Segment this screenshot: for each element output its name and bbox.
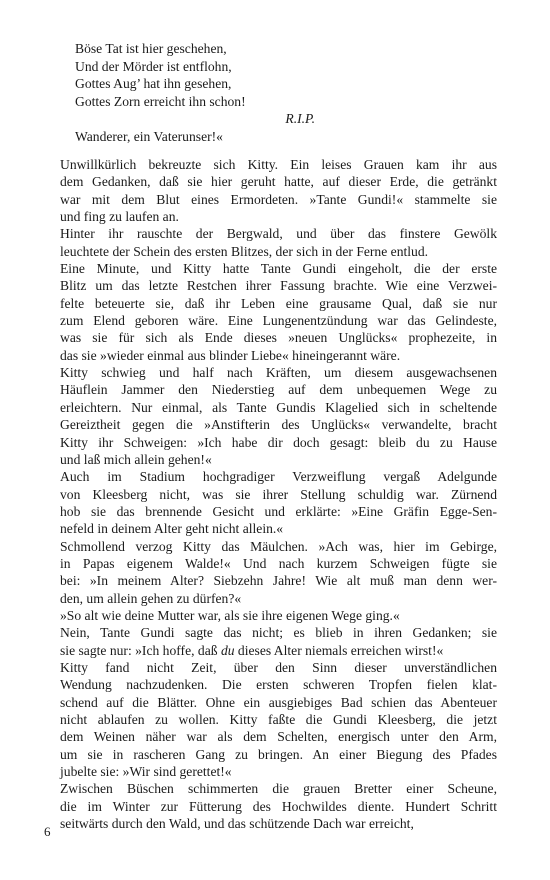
text-line: die im Winter zur Fütterung des Hochwildes diente. Hundert Schritt (60, 798, 497, 814)
text-line: seitwärts durch den Wald, und das schützende Dach war erreicht, (60, 816, 414, 832)
text-line: dem Weinen näher war als dem Schelten, energisch unter den Arm, (60, 729, 497, 745)
text-line: Eine Minute, und Kitty hatte Tante Gundi eingeholt, die der erste (60, 261, 497, 277)
text-line: um sie in rascheren Gang zu bringen. An einer Biegung des Pfades (60, 746, 497, 762)
poem-line: Gottes Aug’ hat ihn gesehen, (75, 76, 232, 92)
paragraph (44, 156, 497, 225)
poem-closing-line: Wanderer, ein Vaterunser!« (75, 128, 223, 144)
text-line: Gereiztheit gegen die »Anstifterin des Unglücks« verwandelte, bracht (60, 417, 497, 433)
text-line: dem Gedanken, daß sie hier geruht hatte, auf dieser Erde, die getränkt (60, 174, 497, 190)
text-line: Hinter ihr rauschte der Bergwald, und über das finstere Gewölk (60, 226, 497, 242)
text-line: »So alt wie deine Mutter war, als sie ihre eigenen Wege ging.« (60, 607, 400, 623)
text-line: nefeld in deinem Alter geht nicht allein.« (60, 521, 284, 537)
text-line: Häuflein Jammer den Niederstieg auf dem unbequemen Wege zu (60, 382, 497, 398)
text-line: was sie für sich als Ende dieses »neuen Unglücks« prophezeite, in (60, 330, 497, 346)
grave-inscription-poem (75, 40, 315, 146)
text-line: Nein, Tante Gundi sagte das nicht; es blieb in ihren Gedanken; sie (60, 625, 497, 641)
paragraph (44, 260, 497, 364)
emphasis: du (220, 642, 235, 658)
page-number: 6 (44, 824, 51, 839)
text-line: hob sie das brennende Gesicht und erklärte: »Eine Gräfin Egge-Sen- (60, 503, 497, 519)
text-line: jubelte sie: »Wir sind gerettet!« (60, 764, 232, 780)
text-line: felte beteuerte sie, daß ihr Leben eine grausame Qual, daß sie nur (60, 295, 497, 311)
paragraph (44, 225, 497, 260)
book-page (44, 0, 497, 880)
text-line: Kitty ihr Schweigen: »Ich habe dir doch gesagt: bleib du zu Hause (60, 434, 497, 450)
poem-rip: R.I.P. (285, 111, 315, 127)
text-line: zum Elend geboren wäre. Eine Lungenentzündung war das Gelindeste, (60, 313, 497, 329)
text-line: Unwillkürlich bekreuzte sich Kitty. Ein leises Grauen kam ihr aus (60, 157, 497, 172)
text-line: sie sagte nur: »Ich hoffe, daß du dieses Alter niemals erreichen wirst!« (60, 642, 444, 658)
text-line: Schmollend verzog Kitty das Mäulchen. »Ach was, hier im Gebirge, (60, 538, 497, 554)
text-line: Kitty fand nicht Zeit, über den Sinn dieser unverständlichen (60, 659, 497, 675)
text-line: erleichtern. Nur einmal, als Tante Gundis Klagelied sich in scheltende (60, 399, 497, 415)
text-line: Blitz um das letzte Restchen ihrer Fassung brachte. Wie eine Verzwei- (60, 278, 497, 294)
text-line: in Papas eigenem Walde!« Und nach kurzem Schweigen fügte sie (60, 555, 497, 571)
text-line: und laß mich allein gehen!« (60, 451, 212, 467)
text-line: Wendung nachzudenken. Die ersten schweren Tropfen fielen klat- (60, 677, 497, 693)
text-line: leuchtete der Schein des ersten Blitzes, der sich in der Ferne entlud. (60, 243, 429, 259)
poem-line: Und der Mörder ist entflohn, (75, 58, 232, 74)
prose-body (44, 156, 497, 832)
paragraph (44, 624, 497, 659)
text-line: das sie »wieder einmal aus blinder Liebe« hineingerannt wäre. (60, 347, 401, 363)
text-line: bei: »In meinem Alter? Siebzehn Jahre! Wie alt muß man denn wer- (60, 573, 497, 589)
text-line: Kitty schwieg und half nach Kräften, um diesem ausgewachsenen (60, 365, 497, 381)
text-line: war mit dem Blut eines Ermordeten. »Tante Gundi!« stammelte sie (60, 191, 497, 207)
poem-line: Gottes Zorn erreicht ihn schon! (75, 93, 246, 109)
text-line: und fing zu laufen an. (60, 209, 179, 225)
paragraph (44, 659, 497, 780)
poem-line: Böse Tat ist hier geschehen, (75, 41, 227, 56)
paragraph (44, 780, 497, 832)
text-line: Zwischen Büschen schimmerten die grauen Bretter einer Scheune, (60, 781, 497, 797)
text-line: schend auf die Blätter. Ohne ein ausgiebiges Bad schien das Abenteuer (60, 694, 497, 710)
text-line: von Kleesberg nicht, was sie ihrer Stellung schuldig war. Zürnend (60, 486, 497, 502)
paragraph (44, 468, 497, 537)
text-line: nicht ablaufen zu wollen. Kitty faßte die Gundi Kleesberg, die jetzt (60, 712, 497, 727)
text-line: Auch im Stadium hochgradiger Verzweiflung vergaß Adelgunde (60, 469, 497, 485)
paragraph (44, 538, 497, 607)
paragraph (44, 364, 497, 468)
text-line: den, um allein gehen zu dürfen?« (60, 590, 242, 606)
paragraph (44, 607, 497, 624)
